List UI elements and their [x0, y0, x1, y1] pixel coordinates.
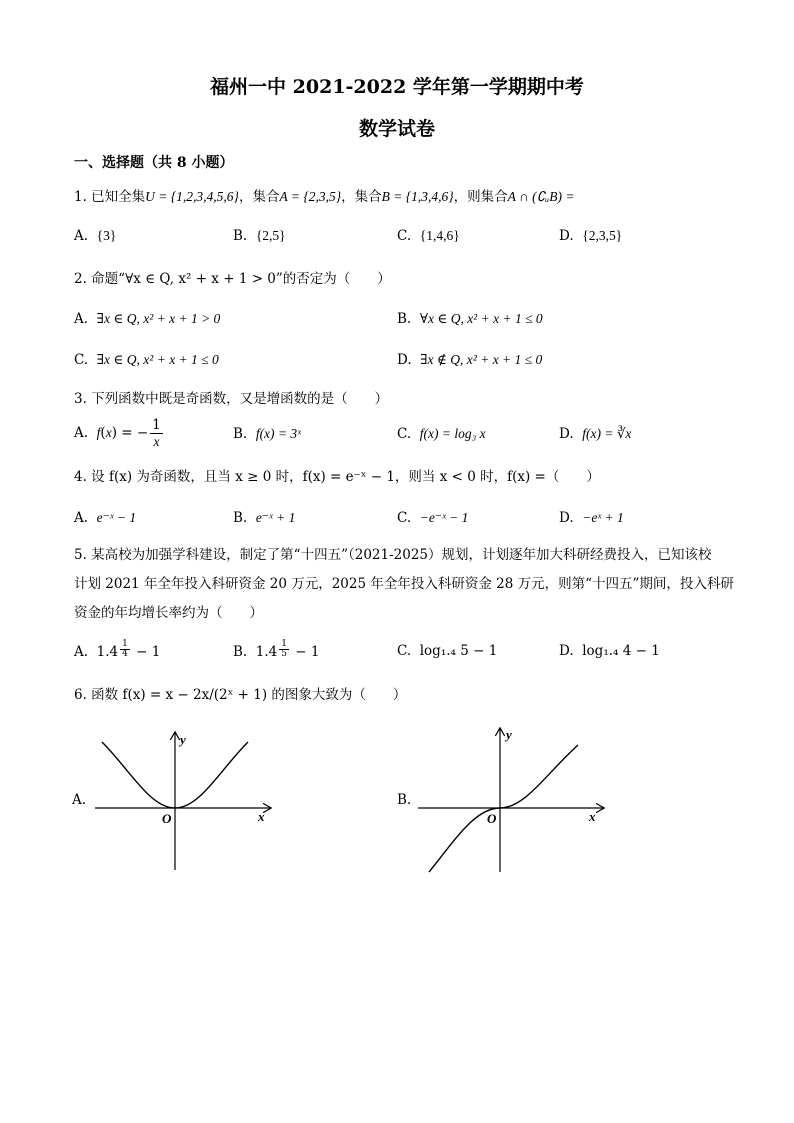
question-6: 6. 函数 f(x) = x − 2x/(2ˣ + 1) 的图象大致为（ ）: [74, 687, 407, 703]
q6-graph-b: [415, 725, 610, 875]
question-3: 3. 下列函数中既是奇函数，又是增函数的是（ ）: [74, 391, 389, 407]
q3-option-c: C. f(x) = log₃ x: [397, 426, 486, 442]
q2-option-d: D. ∃x ∉ Q, x² + x + 1 ≤ 0: [397, 352, 543, 368]
y-label: y: [180, 732, 186, 747]
q3-option-a: A. f(x) = − $\frac{1}{x}$: [74, 417, 161, 449]
exam-title: 福州一中 2021-2022 学年第一学期期中考: [210, 76, 584, 98]
question-2: 2. 命题“∀x ∈ Q, x² + x + 1 > 0”的否定为（ ）: [74, 271, 391, 287]
q2-option-c: C. ∃x ∈ Q, x² + x + 1 ≤ 0: [74, 352, 219, 368]
q5-option-b: B. 1.4 $^{\frac{1}{5}}$ − 1: [233, 639, 320, 660]
q5-option-a: A. 1.4 $^{\frac{1}{4}}$ − 1: [74, 639, 161, 660]
q2-option-a: A. ∃x ∈ Q, x² + x + 1 > 0: [74, 311, 221, 327]
q1-option-c: C. {1,4,6}: [397, 228, 460, 244]
x-label: x: [258, 809, 265, 824]
q1-option-a: A. {3}: [74, 228, 117, 244]
question-5: 5. 某高校为加强学科建设，制定了第“十四五”（2021-2025）规划，计划逐年加大科研经费投入，已知该校 计划 2021 年全年投入科研资金 20 万元，2025 年全年投入科研资金 28 万元，则第“十四五”期间，投入科研 资金的年均增长率约为（ ）: [74, 547, 734, 621]
exam-subtitle: 数学试卷: [358, 118, 435, 140]
y-label: y: [506, 727, 512, 742]
q4-option-d: D. −eˣ + 1: [559, 510, 624, 526]
x-label: x: [589, 809, 596, 824]
q5-option-c: C. log₁.₄ 5 − 1: [397, 643, 498, 659]
q4-option-b: B. e⁻ˣ + 1: [233, 510, 296, 526]
section-heading: 一、选择题（共 8 小题）: [74, 155, 234, 171]
origin-label: O: [487, 811, 497, 826]
q6-graph-a: [90, 728, 280, 873]
q6-option-a-label: A.: [72, 792, 87, 808]
question-1: 1. 已知全集U = {1,2,3,4,5,6}，集合A = {2,3,5}，集合B = {1,3,4,6}，则集合A ∩ (∁ᵤB) =: [74, 189, 575, 205]
q2-option-b: B. ∀x ∈ Q, x² + x + 1 ≤ 0: [397, 311, 543, 327]
origin-label: O: [162, 811, 172, 826]
q3-option-b: B. f(x) = 3ˣ: [233, 426, 301, 442]
q1-option-b: B. {2,5}: [233, 228, 286, 244]
q5-option-d: D. log₁.₄ 4 − 1: [559, 643, 660, 659]
q3-option-d: D. f(x) = ∛x: [559, 426, 632, 442]
q4-option-a: A. e⁻ˣ − 1: [74, 510, 137, 526]
q6-option-b-label: B.: [397, 792, 412, 808]
question-4: 4. 设 f(x) 为奇函数，且当 x ≥ 0 时，f(x) = e⁻ˣ − 1，则当 x < 0 时，f(x) =（ ）: [74, 469, 600, 485]
q4-option-c: C. −e⁻ˣ − 1: [397, 510, 469, 526]
q1-option-d: D. {2,3,5}: [559, 228, 623, 244]
